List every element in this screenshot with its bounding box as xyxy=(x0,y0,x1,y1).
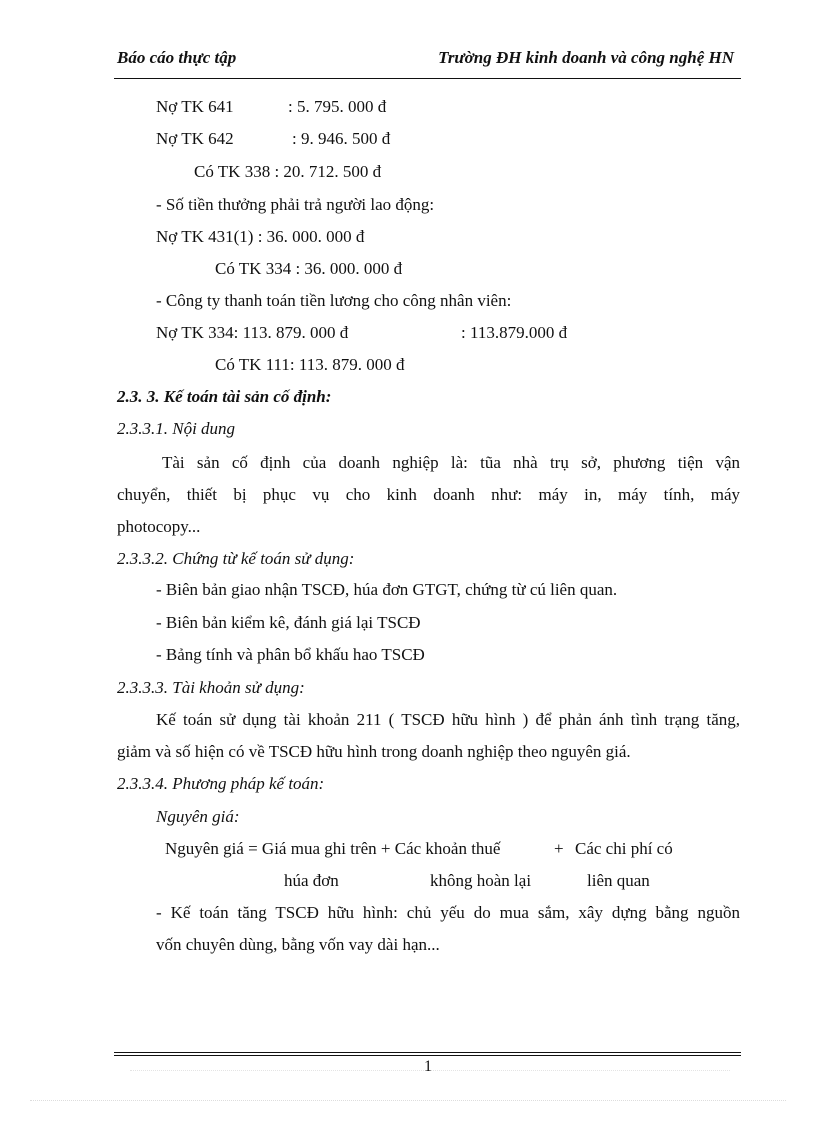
paragraph-1-line-1: Tài sản cố định của doanh nghiệp là: tũa nhà trụ sở, phương tiện vận xyxy=(162,453,740,472)
formula-sub-related: liên quan xyxy=(587,871,650,890)
page-bottom-dotted-line xyxy=(30,1100,786,1101)
entry-credit-111: Có TK 111: 113. 879. 000 đ xyxy=(215,355,405,374)
section-heading-2-3-3: 2.3. 3. Kế toán tài sản cố định: xyxy=(117,387,332,406)
paragraph-1-line-2: chuyển, thiết bị phục vụ cho kinh doanh như: máy in, máy tính, máy xyxy=(117,485,740,504)
footer-rule-double xyxy=(114,1055,741,1056)
paragraph-3-line-1: - Kế toán tăng TSCĐ hữu hình: chủ yếu do mua sắm, xây dựng bằng nguồn xyxy=(156,903,740,922)
paragraph-1-line-3: photocopy... xyxy=(117,517,201,536)
formula-sub-nonrefundable: không hoàn lại xyxy=(430,871,532,890)
paragraph-2-line-1: Kế toán sử dụng tài khoản 211 ( TSCĐ hữu hình ) để phản ánh tình trạng tăng, xyxy=(156,710,740,729)
paragraph-2-line-2: giảm và số hiện có về TSCĐ hữu hình trong doanh nghiệp theo nguyên giá. xyxy=(117,742,631,761)
bullet-3: - Bảng tính và phân bổ khấu hao TSCĐ xyxy=(156,645,425,664)
header-rule xyxy=(114,78,741,79)
entry-debit-642: Nợ TK 642 xyxy=(156,129,234,148)
bullet-1: - Biên bản giao nhận TSCĐ, húa đơn GTGT, chứng từ cú liên quan. xyxy=(156,580,618,599)
entry-debit-334-amount: : 113.879.000 đ xyxy=(461,323,568,342)
page-number: 1 xyxy=(424,1058,432,1075)
entry-debit-334: Nợ TK 334: 113. 879. 000 đ xyxy=(156,323,349,342)
entry-debit-642-amount: : 9. 946. 500 đ xyxy=(292,129,391,148)
formula-sub-invoice: húa đơn xyxy=(284,871,339,890)
header-left: Báo cáo thực tập xyxy=(117,48,237,67)
bullet-2: - Biên bản kiểm kê, đánh giá lại TSCĐ xyxy=(156,613,421,632)
salary-payment-line: - Công ty thanh toán tiền lương cho công nhân viên: xyxy=(156,291,512,310)
footer-rule xyxy=(114,1052,741,1053)
entry-debit-641-amount: : 5. 795. 000 đ xyxy=(288,97,387,116)
formula-plus: + xyxy=(554,839,564,858)
entry-debit-431: Nợ TK 431(1) : 36. 000. 000 đ xyxy=(156,227,365,246)
bonus-line: - Số tiền thưởng phải trả người lao động: xyxy=(156,195,435,214)
subheading-2-3-3-3: 2.3.3.3. Tài khoản sử dụng: xyxy=(117,678,305,697)
entry-credit-338: Có TK 338 : 20. 712. 500 đ xyxy=(194,162,382,181)
paragraph-3-line-2: vốn chuyên dùng, bằng vốn vay dài hạn... xyxy=(156,935,440,954)
subheading-2-3-3-4: 2.3.3.4. Phương pháp kế toán: xyxy=(117,774,325,793)
entry-credit-334: Có TK 334 : 36. 000. 000 đ xyxy=(215,259,403,278)
formula-line-1-end: Các chi phí có xyxy=(575,839,673,858)
subheading-2-3-3-2: 2.3.3.2. Chứng từ kế toán sử dụng: xyxy=(117,549,355,568)
original-cost-label: Nguyên giá: xyxy=(156,807,240,826)
entry-debit-641: Nợ TK 641 xyxy=(156,97,234,116)
header-right: Trường ĐH kinh doanh và công nghệ HN xyxy=(438,48,734,67)
subheading-2-3-3-1: 2.3.3.1. Nội dung xyxy=(117,419,236,438)
formula-line-1: Nguyên giá = Giá mua ghi trên + Các khoản thuế xyxy=(165,839,501,858)
